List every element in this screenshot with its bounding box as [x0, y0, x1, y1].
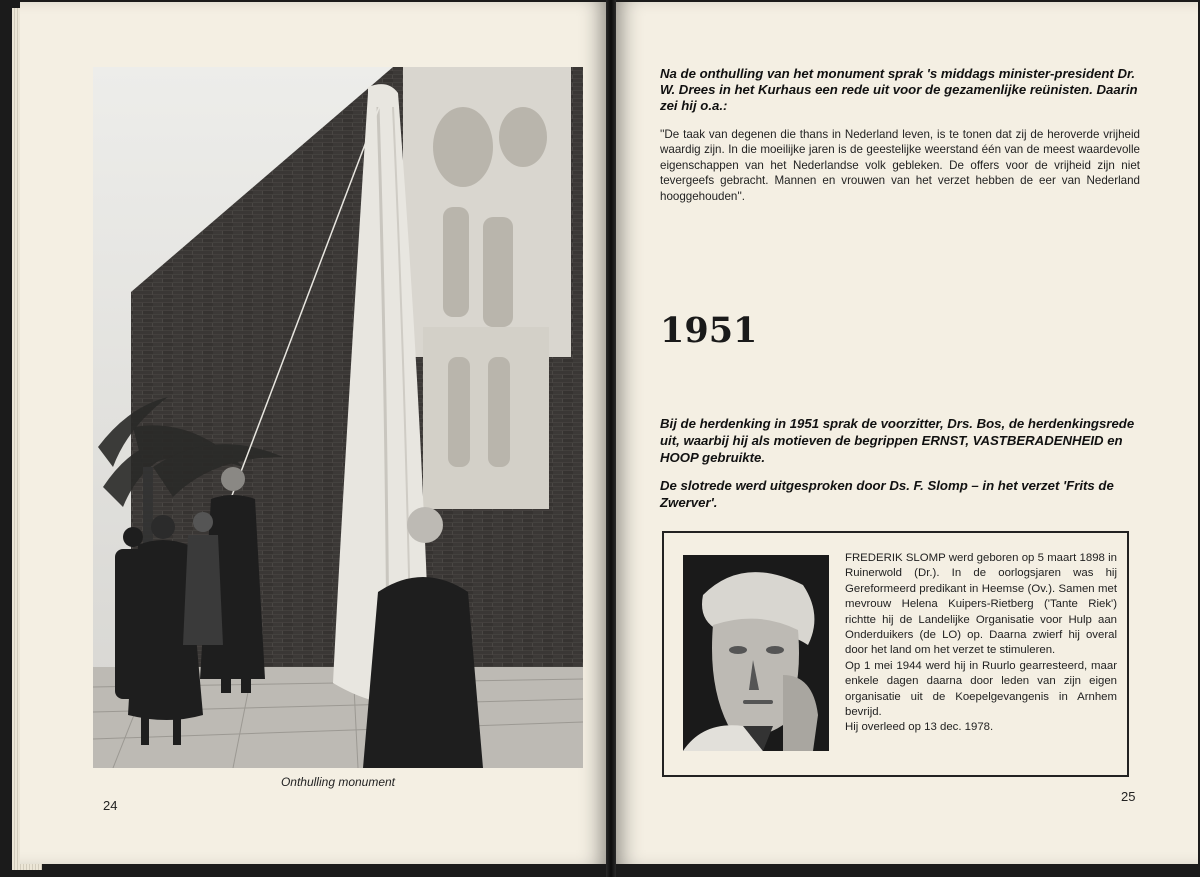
page-number-left: 24: [103, 798, 118, 813]
biography-text-part1: FREDERIK SLOMP werd geboren op 5 maart 1898 in Ruinerwold (Dr.). In de oorlogsjaren was hij Gereformeerd predikant in Heemse (Ov.). Samen met mevrouw Helena Kuipers-Rietberg ('Tante Riek') richtte hij de Landelijke Organisatie voor Hulp aan Onderduikers (de LO) op. Daarna zwierf hij overal door het land om het verzet te stimuleren.: [845, 552, 1117, 657]
drees-quote: ''De taak van degenen die thans in Nederland leven, is te tonen dat zij de heroverde vrijheid waardig zijn. In die moeilijke jaren is de geestelijke weerstand één van de meest waardevolle eigenschappen van het Nederlandse volk gebleken. De offers voor de vrijheid zijn niet tevergeefs gebracht. Mannen en vrouwen van het verzet hebben de eer van Nederland hooggehouden''.: [660, 128, 1140, 203]
year-heading: 1951: [660, 310, 758, 351]
photo-caption: Onthulling monument: [280, 775, 396, 789]
book-spine: [606, 0, 616, 877]
biography-text-part2: Op 1 mei 1944 werd hij in Ruurlo gearresteerd, maar enkele dagen daarna door leden van zijn eigen organisatie uit de Koepelgevangenis in Arnhem bevrijd.: [845, 659, 1117, 719]
biography-text: [845, 551, 1117, 736]
page-number-right: 25: [1121, 789, 1136, 804]
closing-speech-paragraph: De slotrede werd uitgesproken door Ds. F. Slomp – in het verzet 'Frits de Zwerver'.: [660, 478, 1114, 510]
slomp-portrait: [683, 555, 829, 751]
biography-text-part3: Hij overleed op 13 dec. 1978.: [845, 721, 994, 734]
commemoration-paragraph: Bij de herdenking in 1951 sprak de voorzitter, Drs. Bos, de herdenkingsrede uit, waarbij hij als motieven de begrippen ERNST, VASTBERADENHEID en HOOP gebruikte.: [660, 416, 1135, 465]
monument-unveiling-photo: [93, 67, 583, 768]
intro-paragraph: Na de onthulling van het monument sprak 's middags minister-president Dr. W. Drees in het Kurhaus een rede uit voor de gezamenlijke reünisten. Daarin zei hij o.a.:: [660, 66, 1138, 113]
